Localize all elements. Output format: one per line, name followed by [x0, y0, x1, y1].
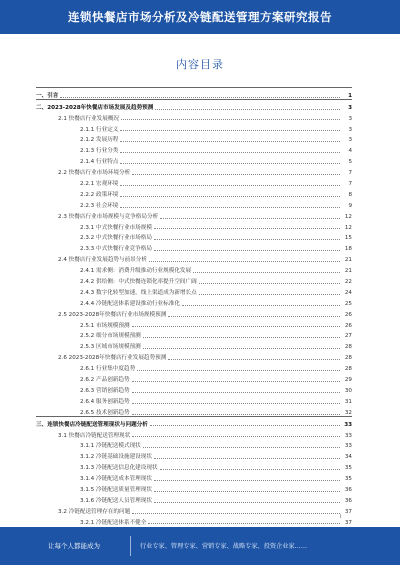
toc-leader-dots: [154, 250, 340, 251]
toc-entry-text: 3.1.6 冷链配送人员管理现状: [80, 497, 152, 504]
toc-entry[interactable]: [36, 493, 352, 504]
toc-entry-page: 12: [344, 224, 352, 231]
toc-entry[interactable]: [36, 241, 352, 252]
toc-entry-page: 36: [344, 486, 352, 493]
toc-leader-dots: [132, 326, 340, 327]
toc-leader-dots: [154, 228, 340, 229]
toc-entry-page: 24: [344, 289, 352, 296]
toc-entry-text: 2.4.4 冷链配送体系建设推动行业标准化: [80, 300, 180, 307]
toc-entry-page: 18: [344, 246, 352, 253]
toc-entry[interactable]: [36, 176, 352, 187]
toc-leader-dots: [121, 119, 340, 120]
toc-entry[interactable]: [36, 99, 352, 111]
toc-entry-text: 2.6.1 行业集中度趋势: [80, 366, 136, 373]
toc-entry-page: 8: [348, 191, 352, 198]
toc-entry[interactable]: [36, 122, 352, 133]
toc-entry[interactable]: [36, 416, 352, 428]
page-number: I: [340, 514, 342, 520]
toc-entry-page: 15: [344, 235, 352, 242]
toc-leader-dots: [168, 316, 340, 317]
toc-leader-dots: [120, 185, 340, 186]
toc-entry-page: 22: [344, 279, 352, 286]
toc-entry[interactable]: [36, 252, 352, 263]
toc-entry-page: 26: [344, 311, 352, 318]
toc-entry[interactable]: [36, 329, 352, 340]
toc-entry[interactable]: [36, 428, 352, 439]
toc-entry-text: 2.5.1 市场规模预测: [80, 322, 130, 329]
toc-entry-text: 2.6.2 产品创新趋势: [80, 377, 130, 384]
toc-entry-page: 36: [344, 497, 352, 504]
toc-entry[interactable]: [36, 220, 352, 231]
toc-entry-text: 3.1.5 冷链配送质量管理现状: [80, 486, 152, 493]
toc-leader-dots: [160, 218, 340, 219]
toc-entry[interactable]: [36, 394, 352, 405]
toc-leader-dots: [132, 381, 340, 382]
toc-entry-page: 37: [344, 519, 352, 526]
toc-entry[interactable]: [36, 165, 352, 176]
toc-leader-dots: [154, 239, 340, 240]
toc-leader-dots: [132, 436, 340, 437]
toc-entry[interactable]: [36, 231, 352, 242]
toc-entry-text: 2.6.4 服务创新趋势: [80, 398, 130, 405]
footer-tagline: 行业专家、管理专家、营销专家、战略专家、投资企业家……: [140, 543, 308, 550]
toc-leader-dots: [149, 261, 340, 262]
toc-entry-page: 37: [344, 508, 352, 515]
toc-entry[interactable]: [36, 339, 352, 350]
toc-entry-text: 3.1.1 冷链配送模式现状: [80, 443, 141, 450]
toc-entry-page: 34: [344, 454, 352, 461]
toc-leader-dots: [132, 392, 340, 393]
toc-entry-text: 2.1.3 行业分类: [80, 148, 119, 155]
toc-entry-page: 33: [344, 432, 352, 439]
toc-entry[interactable]: [36, 361, 352, 372]
toc-leader-dots: [132, 414, 340, 415]
toc-entry-text: 2.3.3 中式快餐行业竞争格局: [80, 246, 152, 253]
toc-entry[interactable]: [36, 263, 352, 274]
table-of-contents: [36, 87, 352, 526]
toc-entry-text: 2.1.4 行业特点: [80, 159, 119, 166]
toc-entry[interactable]: [36, 274, 352, 285]
toc-entry-text: 2.2 快餐店行业市场环境分析: [58, 170, 131, 177]
toc-entry[interactable]: [36, 460, 352, 471]
toc-entry-text: 3.1.4 冷链配送成本管理现状: [80, 476, 152, 483]
report-title: 连锁快餐店市场分析及冷链配送管理方案研究报告: [68, 10, 332, 24]
footer-divider: [130, 536, 131, 556]
toc-entry-text: 2.2.1 宏观环境: [80, 181, 119, 188]
toc-entry-page: 4: [348, 148, 352, 155]
toc-leader-dots: [137, 370, 340, 371]
toc-entry-page: 3: [348, 126, 352, 133]
toc-entry[interactable]: [36, 154, 352, 165]
toc-entry-page: 31: [344, 398, 352, 405]
toc-entry-text: 2.2.2 政策环境: [80, 191, 119, 198]
toc-entry[interactable]: [36, 449, 352, 460]
toc-entry[interactable]: [36, 307, 352, 318]
toc-entry-text: 3.1 快餐店冷链配送管理现状: [58, 432, 131, 439]
toc-leader-dots: [154, 458, 340, 459]
toc-entry[interactable]: [36, 133, 352, 144]
toc-leader-dots: [193, 272, 340, 273]
toc-leader-dots: [199, 294, 340, 295]
toc-leader-dots: [132, 403, 340, 404]
footer-slogan: 让每个人都能成为: [48, 542, 100, 550]
toc-entry-text: 2.3.2 中式快餐行业市场格局: [80, 235, 152, 242]
toc-entry[interactable]: [36, 439, 352, 450]
toc-leader-dots: [60, 97, 340, 98]
toc-entry-text: 2.5.2 细分市场规模预测: [80, 333, 141, 340]
toc-entry[interactable]: [36, 504, 352, 515]
toc-entry-page: 35: [344, 465, 352, 472]
toc-leader-dots: [182, 305, 340, 306]
toc-entry-text: 2.6 2023-2028年快餐店行业发展趋势预测: [58, 355, 167, 362]
toc-leader-dots: [143, 348, 340, 349]
toc-entry-text: 2.3.1 中式快餐行业市场规模: [80, 224, 152, 231]
toc-leader-dots: [120, 163, 340, 164]
toc-entry[interactable]: [36, 87, 352, 99]
toc-entry-text: 2.4.2 供给侧：中式快餐连锁化率提升空间广阔: [80, 279, 197, 286]
toc-leader-dots: [154, 502, 340, 503]
toc-entry-text: 2.3 快餐店行业市场规模与竞争格局分析: [58, 213, 159, 220]
toc-entry[interactable]: [36, 198, 352, 209]
toc-entry-page: 5: [348, 159, 352, 166]
toc-entry-page: 7: [348, 170, 352, 177]
toc-entry[interactable]: [36, 515, 352, 526]
toc-entry-text: 3.2 冷链配送管理存在的问题: [58, 508, 131, 515]
toc-entry-text: 2.4 快餐店行业发展趋势与前景分析: [58, 257, 147, 264]
toc-entry-text: 2.5.3 区域市场规模预测: [80, 344, 141, 351]
toc-entry-text: 2.2.3 社会环境: [80, 202, 119, 209]
toc-leader-dots: [143, 447, 340, 448]
toc-entry-page: 33: [344, 421, 352, 428]
toc-leader-dots: [168, 359, 340, 360]
toc-leader-dots: [150, 425, 340, 426]
toc-entry[interactable]: [36, 383, 352, 394]
toc-entry[interactable]: [36, 471, 352, 482]
toc-entry-text: 3.1.2 冷链基础设施建设现状: [80, 454, 152, 461]
toc-entry[interactable]: [36, 143, 352, 154]
toc-entry[interactable]: [36, 482, 352, 493]
toc-entry-text: 2.4.3 数字化转型加速，线上渠道成为新增长点: [80, 289, 197, 296]
toc-entry-page: 7: [348, 181, 352, 188]
toc-leader-dots: [160, 469, 340, 470]
toc-leader-dots: [155, 109, 340, 110]
toc-leader-dots: [148, 523, 340, 524]
toc-leader-dots: [154, 480, 340, 481]
toc-leader-dots: [120, 141, 340, 142]
toc-entry-page: 21: [344, 257, 352, 264]
toc-entry-page: 3: [348, 115, 352, 122]
toc-entry-page: 30: [344, 387, 352, 394]
toc-entry[interactable]: [36, 209, 352, 220]
toc-entry[interactable]: [36, 405, 352, 416]
toc-entry-text: 2.5 2023-2028年快餐店行业市场规模预测: [58, 311, 167, 318]
toc-entry[interactable]: [36, 111, 352, 122]
toc-leader-dots: [120, 196, 340, 197]
toc-entry-page: 21: [344, 268, 352, 275]
toc-entry-text: 2.1 快餐店行业发展概况: [58, 115, 120, 122]
toc-entry-page: 26: [344, 322, 352, 329]
toc-entry-text: 3.2.1 冷链配送体系不健全: [80, 519, 147, 526]
toc-entry-text: 2.1.2 发展历程: [80, 137, 119, 144]
toc-entry-page: 1: [348, 92, 352, 99]
toc-entry-text: 2.6.5 技术创新趋势: [80, 409, 130, 416]
toc-entry-page: 12: [344, 213, 352, 220]
toc-leader-dots: [120, 130, 340, 131]
toc-leader-dots: [154, 491, 340, 492]
toc-entry-text: 2.6.3 营销创新趋势: [80, 387, 130, 394]
toc-leader-dots: [120, 207, 340, 208]
toc-entry-text: 一、引言: [36, 92, 59, 99]
toc-leader-dots: [143, 337, 340, 338]
toc-entry-page: 28: [344, 344, 352, 351]
toc-leader-dots: [132, 513, 340, 514]
header-band: [0, 0, 400, 34]
toc-entry[interactable]: [36, 296, 352, 307]
toc-entry-page: 35: [344, 476, 352, 483]
footer-band: [0, 527, 400, 565]
toc-entry[interactable]: [36, 318, 352, 329]
toc-entry-page: 9: [348, 202, 352, 209]
toc-entry-page: 28: [344, 355, 352, 362]
toc-title: 内容目录: [176, 58, 224, 71]
toc-entry-text: 二、2023-2028年快餐店市场发展及趋势预测: [36, 104, 154, 111]
toc-entry-page: 28: [344, 366, 352, 373]
toc-entry-page: 3: [348, 137, 352, 144]
toc-leader-dots: [132, 174, 340, 175]
toc-entry-text: 2.1.1 行业定义: [80, 126, 119, 133]
toc-entry-page: 33: [344, 443, 352, 450]
toc-entry-text: 3.1.3 冷链配送信息化建设现状: [80, 465, 158, 472]
toc-leader-dots: [120, 152, 340, 153]
toc-entry-text: 三、连锁快餐店冷链配送管理现状与问题分析: [36, 421, 148, 428]
toc-entry[interactable]: [36, 285, 352, 296]
toc-entry-page: 32: [344, 409, 352, 416]
toc-leader-dots: [199, 283, 340, 284]
toc-entry[interactable]: [36, 187, 352, 198]
toc-entry[interactable]: [36, 350, 352, 361]
toc-entry-page: 27: [344, 333, 352, 340]
toc-entry-text: 2.4.1 需求侧：消费升级推动行业规模化发展: [80, 268, 192, 275]
toc-entry-page: 29: [344, 377, 352, 384]
toc-entry[interactable]: [36, 372, 352, 383]
toc-entry-page: 3: [348, 104, 352, 111]
toc-entry-page: 25: [344, 300, 352, 307]
